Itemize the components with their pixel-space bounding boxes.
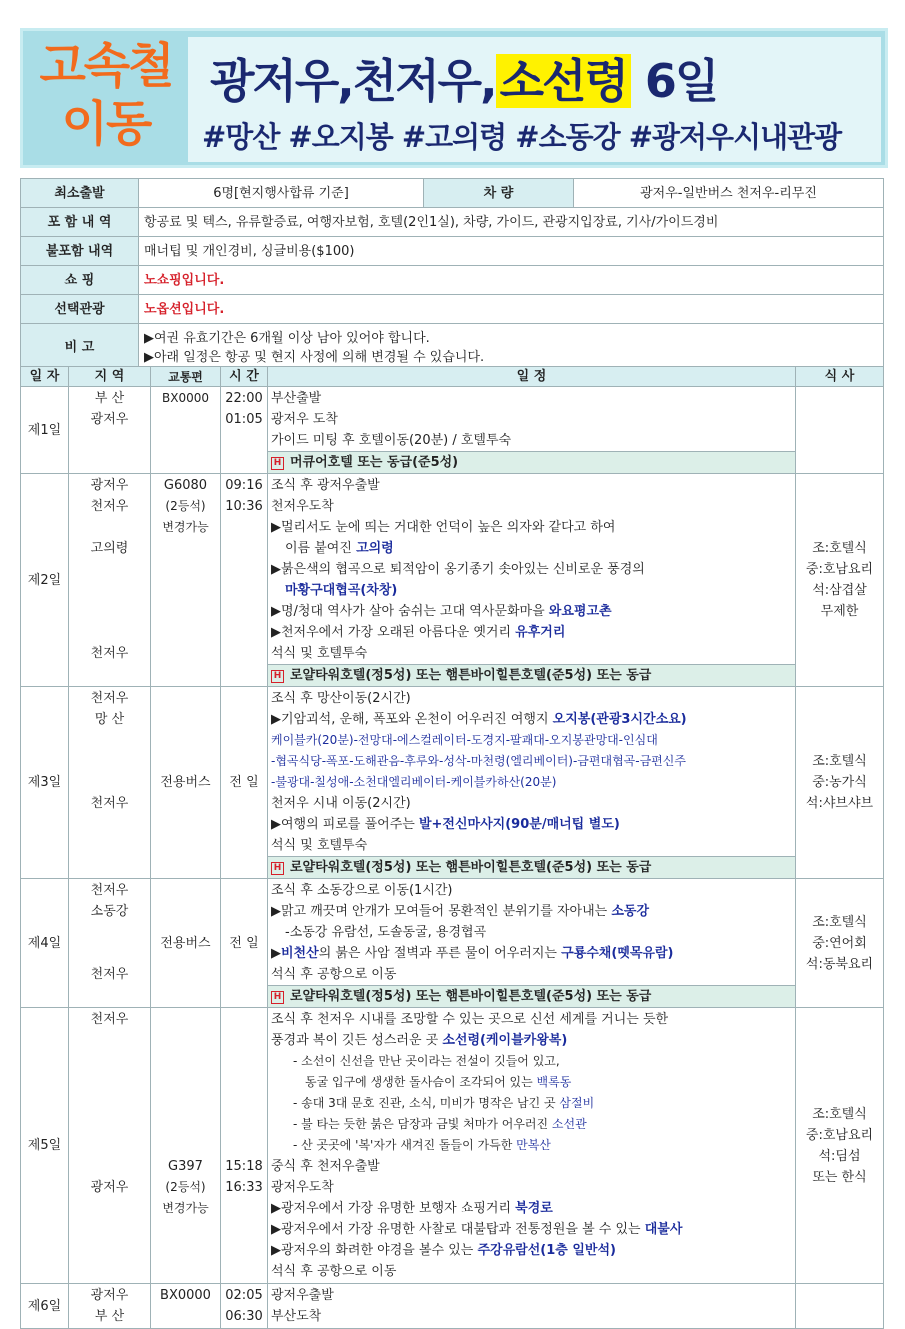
note-label: 비 고 bbox=[21, 324, 139, 372]
plan-line bbox=[271, 1114, 792, 1135]
spacer bbox=[72, 772, 147, 793]
spacer bbox=[72, 1156, 147, 1177]
plan-highlight: 발+전신마사지(90분/매너팁 별도) bbox=[418, 817, 620, 832]
title-prefix: 광저우,천저우, bbox=[210, 54, 496, 108]
schedule-table bbox=[20, 366, 884, 1329]
table-row-day2 bbox=[21, 474, 884, 687]
plan-line bbox=[271, 943, 792, 964]
spacer bbox=[224, 1051, 264, 1072]
spacer bbox=[72, 1135, 147, 1156]
plan-highlight: 오지봉(관광3시간소요) bbox=[552, 712, 687, 727]
spacer bbox=[224, 1072, 264, 1093]
shopping-label: 쇼 핑 bbox=[21, 266, 139, 295]
plan-line bbox=[271, 1072, 792, 1093]
transport-cell: 전용버스 bbox=[151, 879, 221, 1008]
plan-text: ▶기암괴석, 운해, 폭포와 온천이 어우러진 여행지 bbox=[271, 712, 553, 727]
plan-text: ▶광저우에서 가장 유명한 사찰로 대불탑과 전통정원을 볼 수 있는 bbox=[271, 1222, 645, 1237]
region-item: 부 산 bbox=[94, 391, 125, 406]
meal-item: 석:딤섬 bbox=[818, 1148, 861, 1164]
plan-cell bbox=[268, 687, 796, 879]
plan-line: 석식 및 호텔투숙 bbox=[271, 838, 368, 853]
min-depart-value: 6명[현지행사합류 기준] bbox=[139, 179, 424, 208]
header-region: 지 역 bbox=[69, 367, 151, 387]
hotel-name: 로얄타워호텔(정5성) 또는 햄튼바이힐튼호텔(준5성) 또는 동급 bbox=[290, 668, 652, 683]
region-item: 소동강 bbox=[90, 904, 129, 919]
header-time: 시 간 bbox=[221, 367, 268, 387]
train-number: G6080 bbox=[163, 478, 208, 493]
spacer bbox=[72, 943, 147, 964]
time-item: 10:36 bbox=[225, 499, 263, 514]
include-label: 포 함 내 역 bbox=[21, 208, 139, 237]
region-cell bbox=[69, 879, 151, 1008]
hotel-h-icon: H bbox=[271, 457, 284, 470]
day-label: 제4일 bbox=[21, 879, 69, 1008]
plan-line: 조식 후 광저우출발 bbox=[271, 478, 380, 493]
plan-highlight: 고의령 bbox=[356, 541, 394, 556]
schedule-header-row bbox=[21, 367, 884, 387]
note-line: ▶여권 유효기간은 6개월 이상 남아 있어야 합니다. bbox=[144, 330, 430, 346]
meal-cell bbox=[796, 474, 884, 687]
plan-cell bbox=[268, 879, 796, 1008]
plan-highlight: 주강유람선(1층 일반석) bbox=[477, 1243, 616, 1258]
plan-line: 석식 및 호텔투숙 bbox=[271, 646, 368, 661]
transport-cell: BX0000 bbox=[151, 1284, 221, 1329]
spacer bbox=[72, 751, 147, 772]
plan-line: 석식 후 공항으로 이동 bbox=[271, 967, 397, 982]
transport-cell bbox=[151, 1008, 221, 1284]
exclude-value: 매너팁 및 개인경비, 싱글비용($100) bbox=[139, 237, 884, 266]
spacer bbox=[72, 1072, 147, 1093]
spacer bbox=[224, 1093, 264, 1114]
meal-item: 무제한 bbox=[820, 604, 859, 619]
table-row-day1 bbox=[21, 387, 884, 474]
plan-cell bbox=[268, 474, 796, 687]
plan-highlight: 와요평고촌 bbox=[548, 604, 612, 619]
plan-line: 광저우출발 bbox=[271, 1288, 334, 1303]
plan-line bbox=[271, 1135, 792, 1156]
option-label: 선택관광 bbox=[21, 295, 139, 324]
meal-item: 중:호남요리 bbox=[805, 1127, 874, 1143]
spacer bbox=[72, 730, 147, 751]
change-note: 변경가능 bbox=[162, 520, 209, 534]
time-cell: 전 일 bbox=[221, 879, 268, 1008]
region-item: 망 산 bbox=[94, 712, 125, 727]
plan-line: - 소선이 신선을 만난 곳이라는 전설이 깃들어 있고, bbox=[293, 1054, 560, 1068]
plan-text: ▶명/청대 역사가 살아 숨쉬는 고대 역사문화마을 bbox=[271, 604, 549, 619]
title-box bbox=[188, 37, 881, 162]
region-item: 광저우 bbox=[90, 1180, 129, 1195]
page-title bbox=[210, 45, 717, 111]
hotel-line bbox=[268, 856, 795, 878]
time-item: 15:18 bbox=[225, 1159, 263, 1174]
plan-text: - 산 곳곳에 '복'자가 새겨진 돌들이 가득한 bbox=[293, 1138, 517, 1152]
header-day: 일 자 bbox=[21, 367, 69, 387]
table-row-day3 bbox=[21, 687, 884, 879]
spacer bbox=[154, 1114, 217, 1135]
spacer bbox=[224, 1009, 264, 1030]
meal-item: 석:동북요리 bbox=[805, 956, 874, 972]
region-cell bbox=[69, 687, 151, 879]
plan-line bbox=[271, 901, 792, 922]
time-cell: 전 일 bbox=[221, 687, 268, 879]
spacer bbox=[72, 1093, 147, 1114]
spacer bbox=[72, 1051, 147, 1072]
plan-line: ▶붉은색의 협곡으로 퇴적암이 옹기종기 솟아있는 신비로운 풍경의 bbox=[271, 562, 645, 577]
spacer bbox=[72, 580, 147, 601]
header-meal: 식 사 bbox=[796, 367, 884, 387]
region-item: 천저우 bbox=[90, 967, 129, 982]
plan-line: 중식 후 천저우출발 bbox=[271, 1159, 380, 1174]
time-cell bbox=[221, 387, 268, 474]
spacer bbox=[224, 1135, 264, 1156]
seat-class: (2등석) bbox=[165, 499, 206, 513]
region-item: 광저우 bbox=[90, 1288, 129, 1303]
plan-line: 천저우도착 bbox=[271, 499, 334, 514]
plan-text: ▶천저우에서 가장 오래된 아름다운 옛거리 bbox=[271, 625, 516, 640]
time-cell bbox=[221, 1008, 268, 1284]
plan-text: ▶맑고 깨끗며 안개가 모여들어 몽환적인 분위기를 자아내는 bbox=[271, 904, 612, 919]
plan-line: 천저우 시내 이동(2시간) bbox=[271, 796, 411, 811]
plan-line bbox=[271, 1240, 792, 1261]
meal-cell bbox=[796, 1284, 884, 1329]
table-row-day5 bbox=[21, 1008, 884, 1284]
plan-line bbox=[271, 709, 792, 730]
spacer bbox=[72, 601, 147, 622]
vehicle-value: 광저우-일반버스 천저우-리무진 bbox=[574, 179, 884, 208]
plan-line: 케이블카(20분)-전망대-에스컬레이터-도경지-팔괘대-오지봉관망대-인심대 bbox=[271, 733, 658, 747]
transport-cell: BX0000 bbox=[151, 387, 221, 474]
plan-line: 조식 후 망산이동(2시간) bbox=[271, 691, 411, 706]
plan-text: ▶ bbox=[271, 946, 281, 961]
spacer bbox=[154, 1093, 217, 1114]
train-number: G397 bbox=[168, 1159, 203, 1174]
plan-highlight: 대불사 bbox=[644, 1222, 683, 1237]
spacer bbox=[154, 1135, 217, 1156]
plan-line bbox=[271, 1093, 792, 1114]
plan-line: 부산출발 bbox=[271, 391, 322, 406]
plan-cell bbox=[268, 1284, 796, 1329]
region-item: 천저우 bbox=[90, 1012, 129, 1027]
plan-highlight: 북경로 bbox=[515, 1201, 553, 1216]
shopping-value: 노쇼핑입니다. bbox=[139, 266, 884, 295]
spacer bbox=[154, 1051, 217, 1072]
train-tag-line2: 이동 bbox=[61, 96, 151, 152]
note-value bbox=[139, 324, 884, 372]
time-item: 01:05 bbox=[225, 412, 263, 427]
hotel-line bbox=[268, 451, 795, 473]
plan-highlight: 구룡수채(뗏목유람) bbox=[561, 946, 674, 961]
plan-line bbox=[271, 580, 792, 601]
meal-item: 또는 한식 bbox=[812, 1169, 867, 1185]
hotel-name: 머큐어호텔 또는 동급(준5성) bbox=[290, 455, 459, 470]
meal-item: 중:호남요리 bbox=[805, 562, 874, 577]
day-label: 제5일 bbox=[21, 1008, 69, 1284]
vehicle-label: 차 량 bbox=[424, 179, 574, 208]
train-tag bbox=[31, 37, 181, 153]
option-value: 노옵션입니다. bbox=[139, 295, 884, 324]
plan-cell bbox=[268, 387, 796, 474]
include-value: 항공료 및 텍스, 유류할증료, 여행자보험, 호텔(2인1실), 차량, 가이드, 관광지입장료, 기사/가이드경비 bbox=[139, 208, 884, 237]
plan-text: - 불 타는 듯한 붉은 담장과 금빛 처마가 어우러진 bbox=[293, 1117, 552, 1131]
plan-line: -협곡식당-폭포-도해관음-후루와-성삭-마천령(엘리베이터)-금편대협곡-금편신주 bbox=[271, 754, 686, 768]
spacer bbox=[154, 1072, 217, 1093]
spacer bbox=[72, 1114, 147, 1135]
region-cell bbox=[69, 1284, 151, 1329]
spacer bbox=[224, 1114, 264, 1135]
time-item: 09:16 bbox=[225, 478, 263, 493]
plan-highlight: 소동강 bbox=[611, 904, 650, 919]
plan-line: 광저우도착 bbox=[271, 1180, 334, 1195]
meal-cell bbox=[796, 387, 884, 474]
title-suffix: 6일 bbox=[644, 54, 718, 108]
region-item: 천저우 bbox=[90, 883, 129, 898]
meal-cell bbox=[796, 879, 884, 1008]
note-line: ▶아래 일정은 항공 및 현지 사정에 의해 변경될 수 있습니다. bbox=[144, 349, 485, 365]
table-row-day6 bbox=[21, 1284, 884, 1329]
region-cell bbox=[69, 387, 151, 474]
region-item: 광저우 bbox=[90, 478, 129, 493]
table-row-day4 bbox=[21, 879, 884, 1008]
meal-item: 조:호텔식 bbox=[812, 1106, 867, 1122]
info-table bbox=[20, 178, 884, 372]
hotel-name: 로얄타워호텔(정5성) 또는 햄튼바이힐튼호텔(준5성) 또는 동급 bbox=[290, 989, 652, 1004]
region-item: 광저우 bbox=[90, 412, 129, 427]
plan-text: 풍경과 복이 깃든 성스러운 곳 bbox=[271, 1033, 443, 1048]
hotel-h-icon: H bbox=[271, 991, 284, 1004]
plan-line: 부산도착 bbox=[271, 1309, 322, 1324]
hashtags: #망산 #오지봉 #고의령 #소동강 #광저우시내관광 bbox=[202, 120, 842, 154]
plan-line: ▶멀리서도 눈에 띄는 거대한 언덕이 높은 의자와 같다고 하여 bbox=[271, 520, 616, 535]
plan-line bbox=[271, 622, 792, 643]
plan-line: 조식 후 소동강으로 이동(1시간) bbox=[271, 883, 453, 898]
meal-item: 조:호텔식 bbox=[812, 541, 867, 556]
exclude-label: 불포함 내역 bbox=[21, 237, 139, 266]
plan-line: 석식 후 공항으로 이동 bbox=[271, 1264, 397, 1279]
hotel-line bbox=[268, 985, 795, 1007]
day-label: 제1일 bbox=[21, 387, 69, 474]
hotel-h-icon: H bbox=[271, 670, 284, 683]
region-cell bbox=[69, 1008, 151, 1284]
plan-text: 이름 붙여진 bbox=[285, 541, 357, 556]
time-item: 16:33 bbox=[225, 1180, 263, 1195]
transport-cell bbox=[151, 474, 221, 687]
hotel-name: 로얄타워호텔(정5성) 또는 햄튼바이힐튼호텔(준5성) 또는 동급 bbox=[290, 860, 652, 875]
plan-line: 가이드 미팅 후 호텔이동(20분) / 호텔투숙 bbox=[271, 433, 512, 448]
plan-line: -소동강 유람선, 도솔동굴, 용경협곡 bbox=[285, 925, 487, 940]
plan-highlight: 유후거리 bbox=[515, 625, 566, 640]
plan-highlight: 비천산 bbox=[281, 946, 319, 961]
time-cell bbox=[221, 474, 268, 687]
meal-item: 중:농가식 bbox=[812, 775, 867, 790]
spacer bbox=[154, 1030, 217, 1051]
spacer bbox=[72, 1030, 147, 1051]
region-item: 천저우 bbox=[90, 796, 129, 811]
plan-text: ▶광저우에서 가장 유명한 보행자 쇼핑거리 bbox=[271, 1201, 516, 1216]
day-label: 제6일 bbox=[21, 1284, 69, 1329]
plan-highlight: 소선령(케이블카왕복) bbox=[442, 1033, 568, 1048]
region-item: 부 산 bbox=[94, 1309, 125, 1324]
plan-text: 의 붉은 사암 절벽과 푸른 물이 어우러지는 bbox=[318, 946, 562, 961]
plan-highlight: 백록동 bbox=[536, 1075, 572, 1089]
day-label: 제3일 bbox=[21, 687, 69, 879]
plan-highlight: 마황구대협곡(차창) bbox=[285, 583, 398, 598]
plan-line bbox=[271, 814, 792, 835]
region-item: 천저우 bbox=[90, 691, 129, 706]
hotel-h-icon: H bbox=[271, 862, 284, 875]
region-item: 천저우 bbox=[90, 499, 129, 514]
plan-line: -불광대-칠성애-소천대엘리베이터-케이블카하산(20분) bbox=[271, 775, 557, 789]
spacer bbox=[224, 1030, 264, 1051]
plan-highlight: 삼절비 bbox=[559, 1096, 595, 1110]
spacer bbox=[72, 559, 147, 580]
plan-text: ▶광저우의 화려한 야경을 볼수 있는 bbox=[271, 1243, 478, 1258]
header-transport: 교통편 bbox=[151, 367, 221, 387]
plan-line bbox=[271, 1219, 792, 1240]
time-cell bbox=[221, 1284, 268, 1329]
region-item: 고의령 bbox=[90, 541, 129, 556]
meal-cell bbox=[796, 1008, 884, 1284]
change-note: 변경가능 bbox=[162, 1201, 209, 1215]
region-cell bbox=[69, 474, 151, 687]
spacer bbox=[154, 1240, 217, 1261]
meal-item: 조:호텔식 bbox=[812, 754, 867, 769]
plan-text: - 송대 3대 문호 진관, 소식, 미비가 명작은 남긴 곳 bbox=[293, 1096, 560, 1110]
header-plan: 일 정 bbox=[268, 367, 796, 387]
plan-line bbox=[271, 538, 792, 559]
plan-cell bbox=[268, 1008, 796, 1284]
plan-line bbox=[271, 1198, 792, 1219]
title-highlight: 소선령 bbox=[496, 54, 631, 108]
time-item: 22:00 bbox=[225, 391, 263, 406]
title-banner bbox=[20, 28, 888, 168]
time-item: 06:30 bbox=[225, 1309, 263, 1324]
plan-line bbox=[271, 1030, 792, 1051]
train-tag-line1: 고속철 bbox=[39, 38, 173, 94]
spacer bbox=[72, 922, 147, 943]
region-item bbox=[72, 517, 147, 538]
region-item: 천저우 bbox=[90, 646, 129, 661]
min-depart-label: 최소출발 bbox=[21, 179, 139, 208]
transport-cell: 전용버스 bbox=[151, 687, 221, 879]
spacer bbox=[72, 622, 147, 643]
spacer bbox=[154, 1219, 217, 1240]
time-item: 02:05 bbox=[225, 1288, 263, 1303]
seat-class: (2등석) bbox=[165, 1180, 206, 1194]
plan-line: 조식 후 천저우 시내를 조망할 수 있는 곳으로 신선 세계를 거니는 듯한 bbox=[271, 1012, 669, 1027]
meal-item: 중:연어회 bbox=[812, 935, 867, 951]
plan-text: 동굴 입구에 생생한 돌사슴이 조각되어 있는 bbox=[305, 1075, 537, 1089]
meal-item: 조:호텔식 bbox=[812, 914, 867, 930]
hotel-line bbox=[268, 664, 795, 686]
plan-highlight: 만복산 bbox=[516, 1138, 551, 1152]
meal-item: 석:삼겹살 bbox=[812, 583, 867, 598]
plan-line bbox=[271, 601, 792, 622]
meal-cell bbox=[796, 687, 884, 879]
plan-text: ▶여행의 피로를 풀어주는 bbox=[271, 817, 419, 832]
plan-highlight: 소선관 bbox=[551, 1117, 587, 1131]
plan-line: 광저우 도착 bbox=[271, 412, 338, 427]
day-label: 제2일 bbox=[21, 474, 69, 687]
meal-item: 석:샤브샤브 bbox=[805, 796, 874, 811]
